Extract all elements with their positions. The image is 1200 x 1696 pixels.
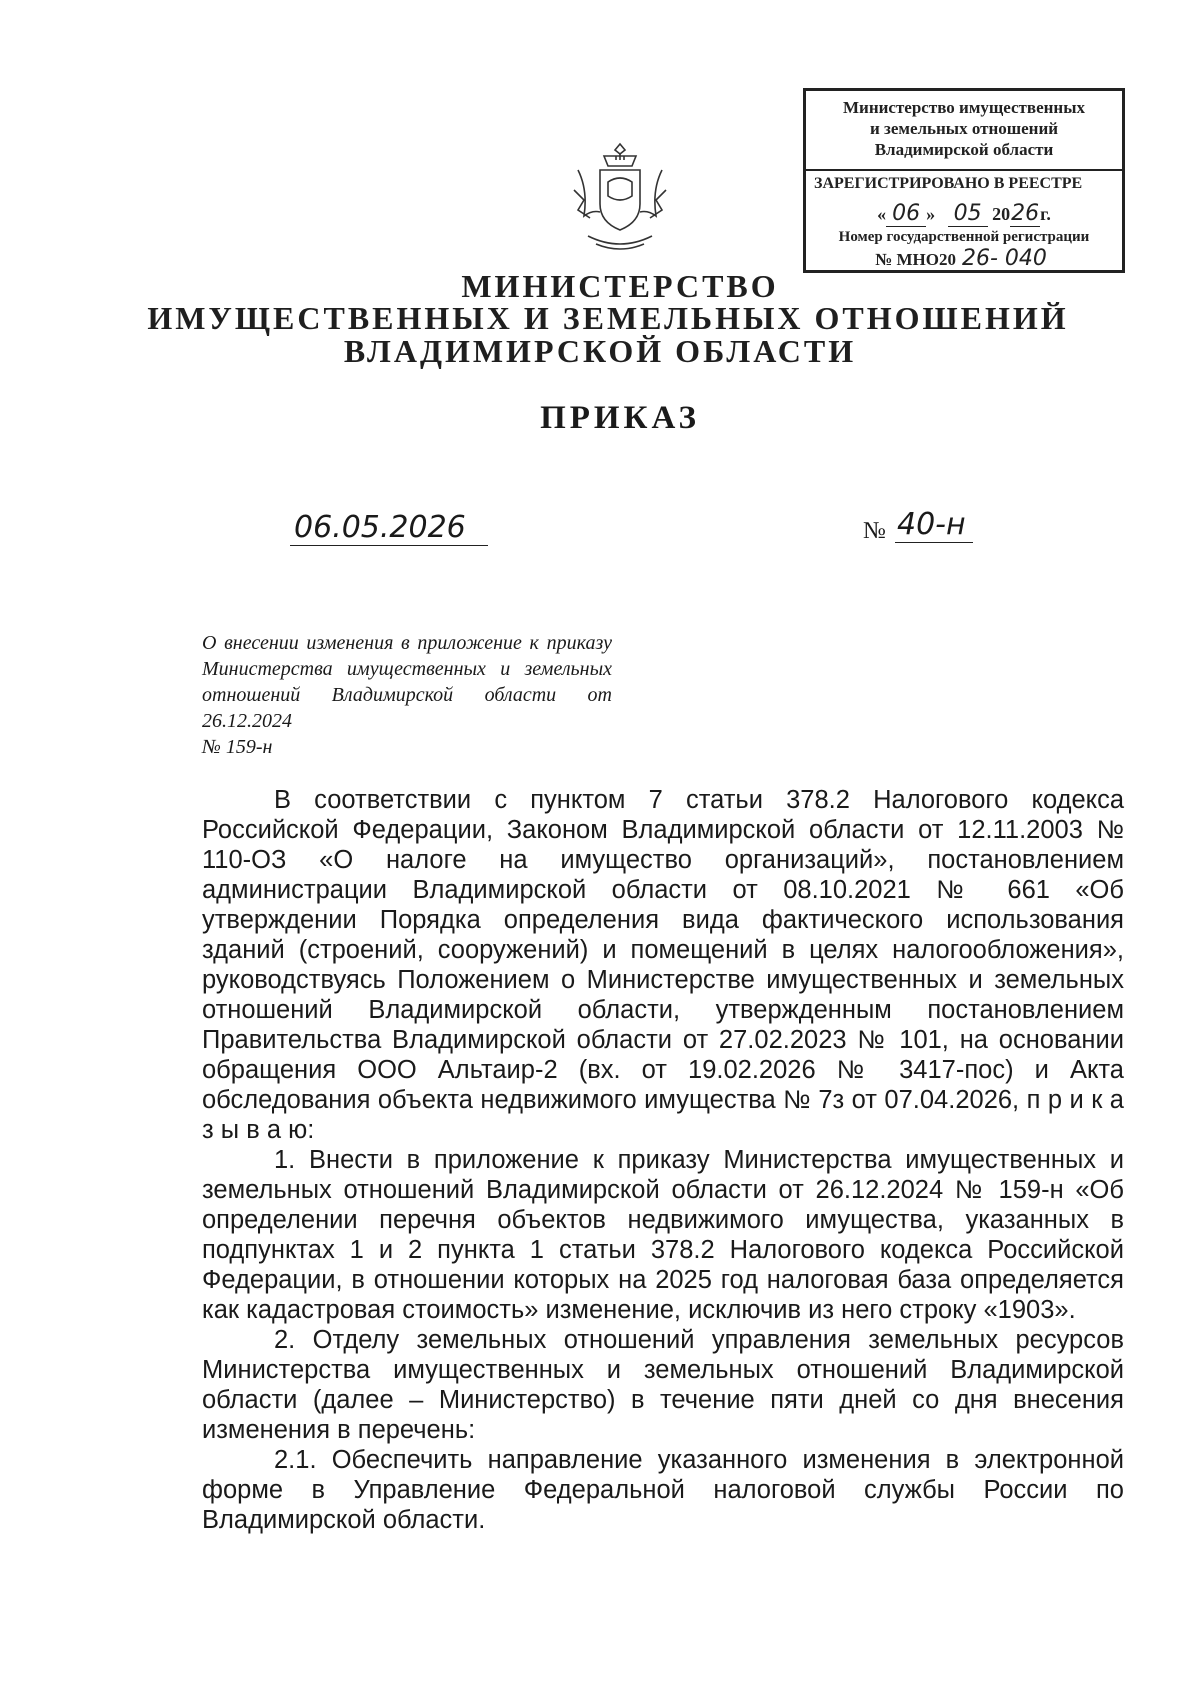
body-paragraph: В соответствии с пунктом 7 статьи 378.2 Налогового кодекса Российской Федерации, Законом Владимирской области от 12.11.2003 № 110-ОЗ «О налоге на имущество организаций», постановлением администрации Владимирской области от 08.10.2021 № 661 «Об утверждении Порядка определения вида фактического использования зданий (строений, сооружений) и помещений в целях налогообложения», руководствуясь Положением о Министерстве имущественных и земельных отношений Владимирской области, утвержденным постановлением Правительства Владимирской области от 27.02.2023 № 101, на основании обращения ООО Альтаир-2 (вх. от 19.02.2026 № 3417-пос) и Акта обследования объекта недвижимого имущества № 7з от 07.04.2026, п р и к а з ы в а ю:	[202, 786, 1124, 1144]
stamp-number-handwritten: 26- 040	[956, 246, 1053, 272]
body-paragraph: 2.1. Обеспечить направление указанного изменения в электронной форме в Управление Федеральной налоговой службы России по Владимирской области.	[202, 1446, 1124, 1534]
stamp-year: 26	[1011, 201, 1040, 226]
stamp-divider	[806, 169, 1122, 171]
stamp-org-line: Министерство имущественных	[842, 98, 1085, 117]
order-subject	[202, 630, 612, 760]
body-paragraph: 1. Внести в приложение к приказу Министерства имущественных и земельных отношений Владимирской области от 26.12.2024 № 159-н «Об определении перечня объектов недвижимого имущества, указанных в подпунктах 1 и 2 пункта 1 статьи 378.2 Налогового кодекса Российской Федерации, в отношении которых на 2025 год налоговая база определяется как кадастровая стоимость» изменение, исключив из него строку «1903».	[202, 1146, 1124, 1324]
stamp-year-suffix: г.	[1040, 204, 1051, 224]
subject-last-line: № 159-н	[202, 736, 273, 758]
subject-text: О внесении изменения в приложение к приказу Министерства имущественных и земельных отношений Владимирской области от 26.12.2024	[202, 632, 612, 732]
stamp-registered-label: ЗАРЕГИСТРИРОВАНО В РЕЕСТРЕ	[814, 175, 1083, 192]
document-type: ПРИКАЗ	[540, 400, 700, 436]
stamp-number-label: Номер государственной регистрации	[838, 229, 1090, 245]
ministry-title-line3: ВЛАДИМИРСКОЙ ОБЛАСТИ	[343, 333, 857, 369]
body-paragraph: 2. Отделу земельных отношений управления земельных ресурсов Министерства имущественных и земельных отношений Владимирской области (далее – Министерство) в течение пяти дней со дня внесения изменения в перечень:	[202, 1326, 1124, 1444]
order-body	[202, 785, 1124, 1535]
stamp-day: 06	[886, 201, 926, 227]
stamp-number-prefix: № МНО20	[875, 250, 956, 269]
stamp-organization	[806, 91, 1122, 160]
stamp-org-line: Владимирской области	[874, 140, 1054, 159]
stamp-year-prefix: 20	[992, 204, 1011, 224]
ministry-title-line2: ИМУЩЕСТВЕННЫХ И ЗЕМЕЛЬНЫХ ОТНОШЕНИЙ	[147, 300, 1069, 336]
stamp-org-line: и земельных отношений	[869, 119, 1059, 138]
order-date: 06.05.2026	[290, 510, 488, 546]
stamp-month: 05	[948, 201, 988, 227]
coat-of-arms-icon	[570, 140, 670, 255]
ministry-title-line1: МИНИСТЕРСТВО	[461, 268, 779, 304]
order-number-sign: №	[863, 518, 886, 544]
stamp-date: « 06 » 05 2026г.	[877, 201, 1051, 226]
registration-stamp	[803, 88, 1125, 273]
order-number: 40-н	[895, 507, 973, 543]
